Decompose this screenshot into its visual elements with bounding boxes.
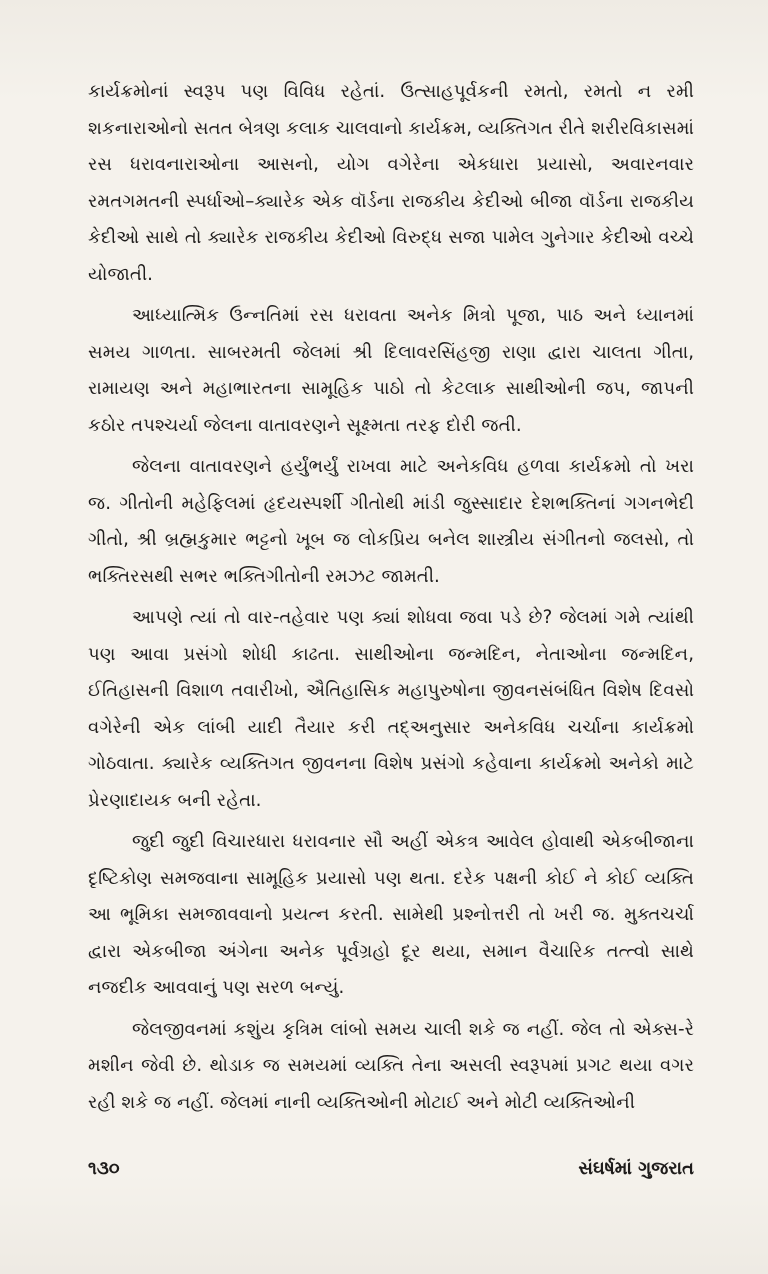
paragraph-festivals: આપણે ત્યાં તો વાર-તહેવાર પણ ક્યાં શોધવા જવા પડે છે? જેલમાં ગમે ત્યાંથી પણ આવા પ્રસંગો શોધી કાઢતા. સાથીઓના જન્મદિન, નેતાઓના જન્મદિન, ઈતિહાસની વિશાળ તવારીખો, ઐતિહાસિક મહાપુરુષોના જીવનસંબંધિત વિશેષ દિવસો વગેરેની એક લાંબી યાદી તૈયાર કરી તદ્અનુસાર અનેકવિધ ચર્ચાના કાર્યક્રમો ગોઠવાતા. ક્યારેક વ્યક્તિગત જીવનના વિશેષ પ્રસંગો કહેવાના કાર્યક્રમો અનેકો માટે પ્રેરણાદાયક બની રહેતા. bbox=[88, 607, 694, 811]
body-text bbox=[88, 74, 694, 1126]
page-footer bbox=[88, 1152, 694, 1192]
paragraph-activities: કાર્યક્રમોનાં સ્વરૂપ પણ વિવિધ રહેતાં. ઉત્સાહપૂર્વકની રમતો, રમતો ન રમી શકનારાઓનો સતત બેત્રણ કલાક ચાલવાનો કાર્યક્રમ, વ્યક્તિગત રીતે શરીરવિકાસમાં રસ ધરાવનારાઓના આસનો, યોગ વગેરેના એકધારા પ્રયાસો, અવારનવાર રમતગમતની સ્પર્ધાઓ–ક્યારેક એક વૉર્ડના રાજકીય કેદીઓ બીજા વૉર્ડના રાજકીય કેદીઓ સાથે તો ક્યારેક રાજકીય કેદીઓ વિરુદ્ધ સજા પામેલ ગુનેગાર કેદીઓ વચ્ચે યોજાતી. bbox=[88, 81, 694, 285]
paragraph-ideologies: જુદી જુદી વિચારધારા ધરાવનાર સૌ અહીં એકત્ર આવેલ હોવાથી એકબીજાના દૃષ્ટિકોણ સમજવાના સામૂહિક પ્રયાસો પણ થતા. દરેક પક્ષની કોઈ ને કોઈ વ્યક્તિ આ ભૂમિકા સમજાવવાનો પ્રયત્ન કરતી. સામેથી પ્રશ્નોત્તરી તો ખરી જ. મુક્તચર્ચા દ્વારા એકબીજા અંગેના અનેક પૂર્વગ્રહો દૂર થયા, સમાન વૈચારિક તત્ત્વો સાથે નજદીક આવવાનું પણ સરળ બન્યું. bbox=[88, 831, 694, 998]
paragraph-jail-life: જેલજીવનમાં કશુંય કૃત્રિમ લાંબો સમય ચાલી શકે જ નહીં. જેલ તો એક્સ-રે મશીન જેવી છે. થોડાક જ સમયમાં વ્યક્તિ તેના અસલી સ્વરૂપમાં પ્રગટ થયા વગર રહી શકે જ નહીં. જેલમાં નાની વ્યક્તિઓની મોટાઈ અને મોટી વ્યક્તિઓની bbox=[88, 1018, 694, 1113]
paragraph-entertainment: જેલના વાતાવરણને હર્યુંભર્યું રાખવા માટે અનેકવિધ હળવા કાર્યક્રમો તો ખરા જ. ગીતોની મહેફિલમાં હૃદયસ્પર્શી ગીતોથી માંડી જુસ્સાદાર દેશભક્તિનાં ગગનભેદી ગીતો, શ્રી બ્રહ્મકુમાર ભટ્ટનો ખૂબ જ લોકપ્રિય બનેલ શાસ્ત્રીય સંગીતનો જલસો, તો ભક્તિરસથી સભર ભક્તિગીતોની રમઝટ જામતી. bbox=[88, 456, 694, 587]
paragraph-spiritual: આધ્યાત્મિક ઉન્નતિમાં રસ ધરાવતા અનેક મિત્રો પૂજા, પાઠ અને ધ્યાનમાં સમય ગાળતા. સાબરમતી જેલમાં શ્રી દિલાવરસિંહજી રાણા દ્વારા ચાલતા ગીતા, રામાયણ અને મહાભારતના સામૂહિક પાઠો તો કેટલાક સાથીઓની જપ, જાપની કઠોર તપશ્ચર્યા જેલના વાતાવરણને સૂક્ષ્મતા તરફ દોરી જતી. bbox=[88, 305, 694, 436]
page-number: ૧૩૦ bbox=[88, 1158, 120, 1179]
running-title: સંઘર્ષમાં ગુજરાત bbox=[578, 1158, 694, 1179]
